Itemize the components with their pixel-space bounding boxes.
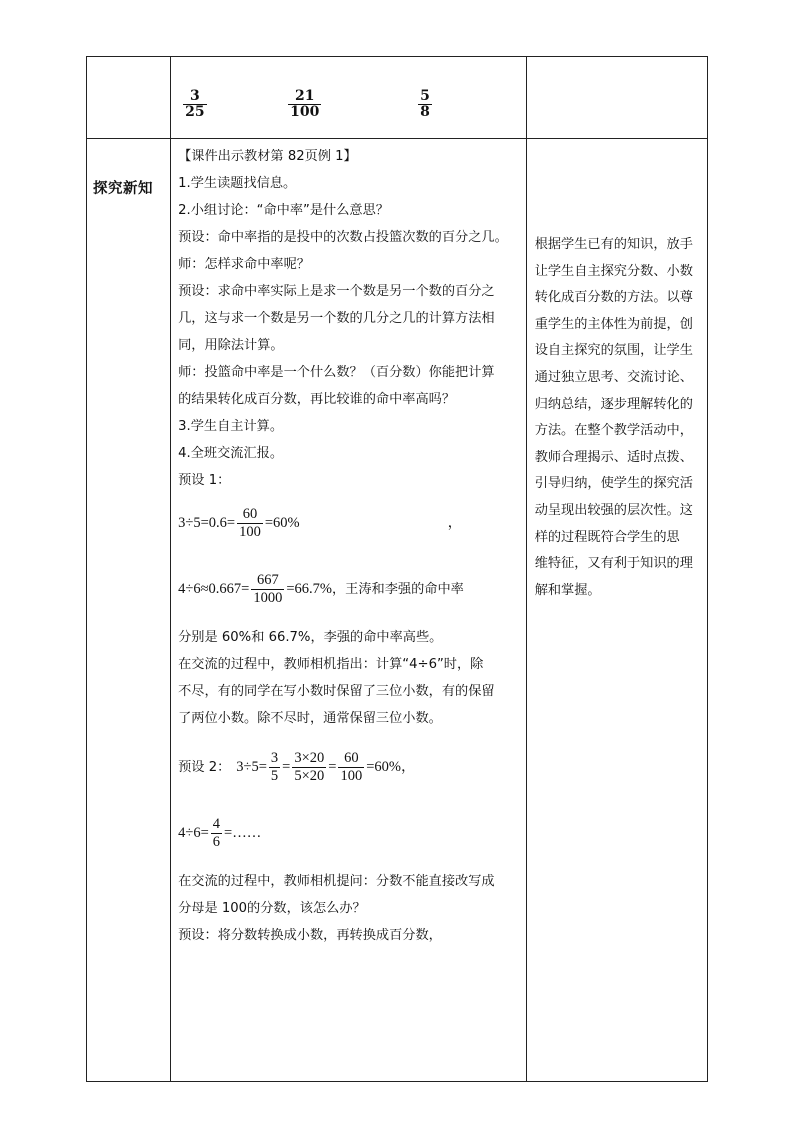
note-line: 根据学生已有的知识，放手	[534, 237, 693, 252]
text-line: 不尽，有的同学在写小数时保留了三位小数，有的保留	[178, 684, 495, 699]
text-line: 2.小组讨论：“命中率”是什么意思？	[178, 203, 389, 218]
lesson-plan-table	[86, 56, 708, 1082]
text-line: 同，用除法计算。	[178, 338, 284, 353]
note-line: 重学生的主体性为前提，创	[534, 316, 693, 332]
note-cell-empty	[526, 57, 707, 139]
section-cell-empty	[87, 57, 171, 139]
note-line: 样的过程既符合学生的思	[534, 529, 680, 545]
text-line: 1.学生读题找信息。	[178, 176, 297, 191]
text-line: 了两位小数。除不尽时，通常保留三位小数。	[178, 711, 442, 726]
section-label: 探究新知	[87, 139, 171, 1082]
fraction-5-8: 5 8	[420, 88, 430, 120]
note-line: 教师合理揭示、适时点拨、	[534, 449, 693, 465]
text-line: 预设：命中率指的是投中的次数占投篮次数的百分之几。	[178, 230, 508, 245]
text-line: 预设：将分数转换成小数，再转换成百分数，	[178, 928, 442, 943]
note-line: 维特征，又有利于知识的理	[534, 556, 693, 572]
note-line: 方法。在整个教学活动中，	[534, 423, 693, 439]
text-line: 的结果转化成百分数，再比较谁的命中率高吗？	[178, 392, 456, 407]
math-equation-4: 4÷6= 4 6 =……	[178, 815, 262, 850]
text-line: 4.全班交流汇报。	[178, 446, 284, 461]
text-line: 预设 1：	[178, 473, 231, 488]
table-row-explore	[87, 139, 708, 1082]
text-line: 3.学生自主计算。	[178, 419, 284, 434]
math-equation-1: 3÷5=0.6= 60 100 =60% ，	[178, 505, 463, 540]
table-row-fractions	[87, 57, 708, 139]
fractions-cell	[171, 57, 527, 139]
text-line: 分母是 100的分数，该怎么办？	[178, 901, 366, 916]
math-equation-3: 预设 2： 3÷5= 3 5 = 3×20 5×20 = 60 100 =60%，	[178, 749, 416, 784]
teaching-note	[527, 139, 707, 604]
note-line: 通过独立思考、交流讨论、	[534, 369, 693, 385]
text-line: 在交流的过程中，教师相机指出：计算“4÷6”时，除	[178, 657, 484, 672]
math-fraction: 667 1000	[253, 571, 283, 606]
note-cell	[526, 139, 707, 1082]
note-line: 归纳总结，逐步理解转化的	[534, 396, 693, 412]
text-line: 预设：求命中率实际上是求一个数是另一个数的百分之	[178, 284, 495, 299]
math-equation-2: 4÷6≈0.667= 667 1000 =66.7% ，王涛和李强的命中率	[178, 571, 464, 606]
text-line: 师：怎样求命中率呢？	[178, 257, 310, 272]
fraction-3-25: 3 25	[185, 88, 205, 120]
note-line: 解和掌握。	[534, 582, 601, 598]
note-line: 让学生自主探究分数、小数	[534, 263, 693, 279]
note-line: 转化成百分数的方法。以尊	[534, 290, 693, 306]
fraction-21-100: 21 100	[290, 88, 320, 120]
math-fraction: 3×20 5×20	[294, 749, 325, 784]
content-cell	[171, 139, 527, 1082]
text-line: 师：投篮命中率是一个什么数？（百分数）你能把计算	[178, 365, 495, 380]
note-line: 引导归纳，使学生的探究活	[534, 476, 693, 492]
text-line: 【课件出示教材第 82页例 1】	[178, 149, 357, 164]
math-fraction: 4 6	[212, 815, 221, 850]
text-line: 在交流的过程中，教师相机提问：分数不能直接改写成	[178, 874, 495, 889]
text-line: 分别是 60%和 66.7%，李强的命中率高些。	[178, 630, 443, 645]
math-fraction: 60 100	[239, 505, 261, 540]
math-fraction: 60 100	[340, 749, 363, 784]
text-line: 几，这与求一个数是另一个数的几分之几的计算方法相	[178, 311, 495, 326]
math-fraction: 3 5	[270, 749, 279, 784]
note-line: 设自主探究的氛围，让学生	[534, 343, 693, 359]
note-line: 动呈现出较强的层次性。这	[534, 502, 693, 518]
